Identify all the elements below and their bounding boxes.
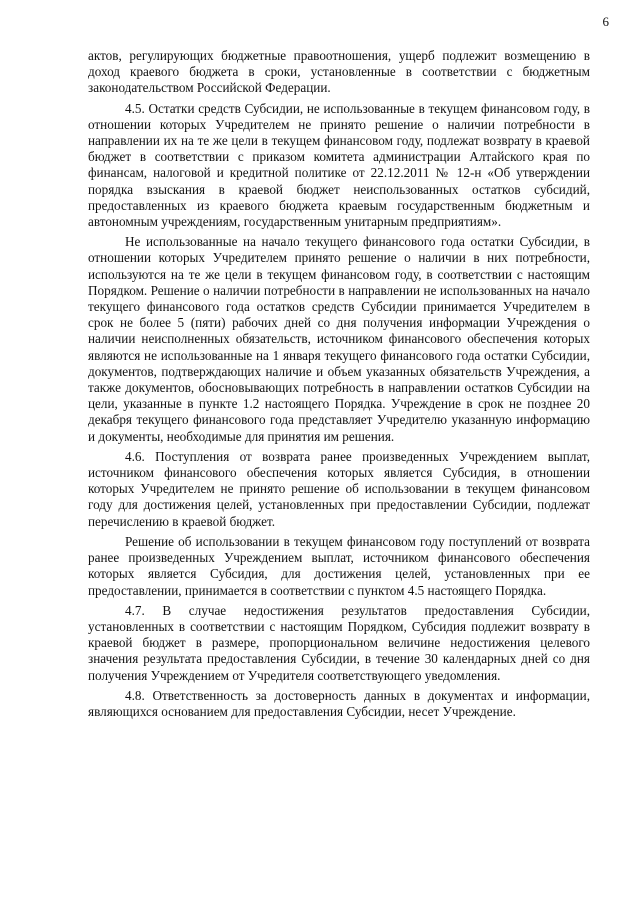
paragraph-4-6-decision: Решение об использовании в текущем финансовом году поступлений от возврата ранее произведенных Учреждением выплат, источником финансового обеспечения которых является Субсидия, для достижения целей, установленных при ее предоставлении, принимается в соответствии с пунктом 4.5 настоящего Порядка. — [88, 533, 590, 598]
page-number: 6 — [602, 14, 609, 29]
paragraph-4-5-unused-balances: Не использованные на начало текущего финансового года остатки Субсидии, в отношении которых Учредителем принято решение о наличии в них потребности, используются на те же цели в текущем финансовом году, в соответствии с настоящим Порядком. Решение о наличии потребности в направлении не использованных на начало текущего финансового года остатков средств Субсидии принимается Учредителем в срок не более 5 (пяти) рабочих дней со дня получения информации Учреждения о наличии неисполненных обязательств, источником финансового обеспечения которых являются не использованные на 1 января текущего финансового года остатки Субсидии, документов, подтверждающих наличие и объем указанных обязательств Учреждения, а также документов, обосновывающих потребность в направлении остатков Субсидии на цели, указанные в пункте 1.2 настоящего Порядка. Учреждение в срок не позднее 20 декабря текущего финансового года представляет Учредителю указанную информацию и документы, необходимые для принятия им решения. — [88, 234, 590, 444]
paragraph-4-7: 4.7. В случае недостижения результатов предоставления Субсидии, установленных в соответствии с настоящим Порядком, Субсидия подлежит возврату в краевой бюджет в размере, пропорциональном величине недостижения целевого значения результата предоставления Субсидии, в течение 30 календарных дней со дня получения Учреждением от Учредителя соответствующего уведомления. — [88, 602, 590, 683]
paragraph-4-5: 4.5. Остатки средств Субсидии, не использованные в текущем финансовом году, в отношении которых Учредителем не принято решение о наличии потребности в направлении их на те же цели в текущем финансовом году, подлежат возврату в краевой бюджет в соответствии с приказом комитета администрации Алтайского края по финансам, налоговой и кредитной политике от 22.12.2011 № 12-н «Об утверждении порядка взыскания в краевой бюджет неиспользованных остатков субсидий, предоставленных из краевого бюджета краевым государственным бюджетным и автономным учреждениям, государственным унитарным предприятиям». — [88, 100, 590, 230]
paragraph-4-6: 4.6. Поступления от возврата ранее произведенных Учреждением выплат, источником финансового обеспечения которых является Субсидия, в отношении которых Учредителем не принято решение об использовании в текущем финансовом году для достижения целей, установленных при предоставлении Субсидии, подлежат перечислению в краевой бюджет. — [88, 448, 590, 529]
paragraph-4-8: 4.8. Ответственность за достоверность данных в документах и информации, являющихся основанием для предоставления Субсидии, несет Учреждение. — [88, 687, 590, 719]
document-body — [88, 48, 590, 724]
paragraph-continuation: актов, регулирующих бюджетные правоотношения, ущерб подлежит возмещению в доход краевого бюджета в сроки, установленные в соответствии с бюджетным законодательством Российской Федерации. — [88, 48, 590, 96]
